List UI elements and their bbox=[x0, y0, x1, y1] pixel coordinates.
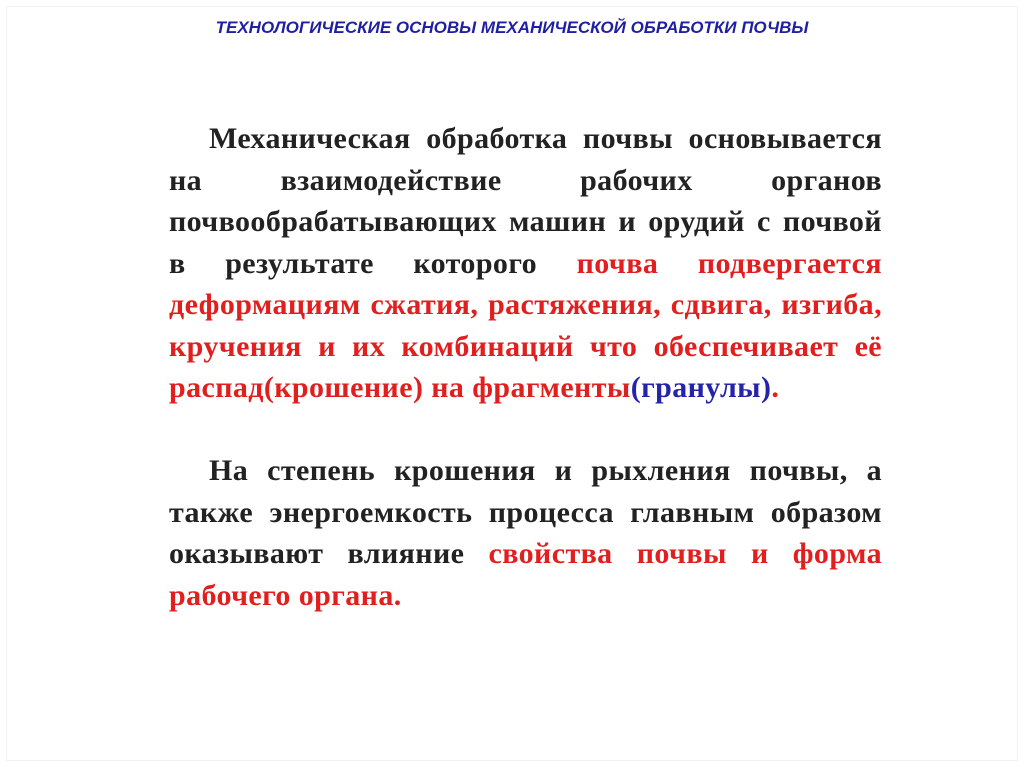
slide-body bbox=[169, 118, 882, 616]
paragraph-2-intro: На степень крошения и рыхления почвы, а также энергоемкость процесса главным образом оказывают влияние bbox=[169, 454, 882, 570]
paragraph-2 bbox=[169, 450, 882, 616]
paragraph-1 bbox=[169, 118, 882, 409]
paragraph-1-blue: (гранулы) bbox=[630, 371, 772, 404]
paragraph-2-highlight: свойства почвы и форма рабочего органа. bbox=[169, 537, 882, 612]
slide-title: ТЕХНОЛОГИЧЕСКИЕ ОСНОВЫ МЕХАНИЧЕСКОЙ ОБРАБОТКИ ПОЧВЫ bbox=[215, 18, 809, 37]
paragraph-1-intro: Механическая обработка почвы основывается на взаимодействие рабочих органов почвообрабатывающих машин и орудий с почвой в результате которого bbox=[169, 122, 882, 280]
paragraph-1-end: . bbox=[771, 371, 780, 404]
paragraph-1-highlight: почва подвергается деформациям сжатия, растяжения, сдвига, изгиба, кручения и их комбинаций что обеспечивает её распад(крошение) на фрагменты bbox=[169, 246, 882, 404]
